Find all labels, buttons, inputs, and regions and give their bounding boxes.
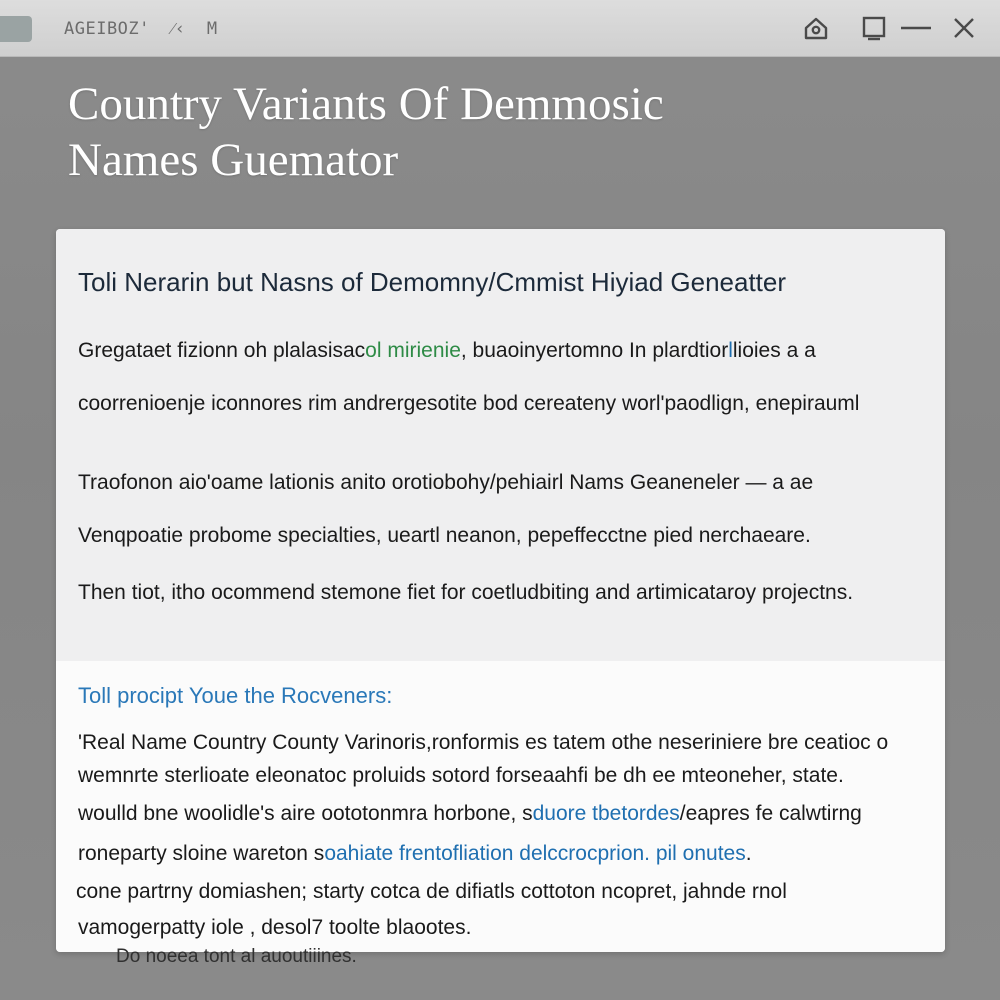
card-title: Toli Nerarin but Nasns of Demomny/Cmmist Hiyiad Geneatter bbox=[78, 267, 787, 297]
intro-line-2: coorrenioenje iconnores rim andrergesotite bod cereateny worl'paodlign, enepirauml bbox=[78, 392, 860, 415]
paragraph-2-line-1: Traofonon aio'oame lationis anito orotiobohy/pehiairl Nams Geaneneler — a ae bbox=[78, 471, 814, 494]
close-button[interactable] bbox=[946, 10, 982, 46]
details-line-4-end: . bbox=[745, 842, 752, 865]
content-card bbox=[56, 229, 945, 952]
intro-highlight-2: l bbox=[728, 339, 733, 362]
intro-line-1 bbox=[78, 339, 816, 363]
page-title-line-1: Country Variants Of Demmosic bbox=[68, 78, 664, 130]
section-heading: Toll procipt Youe the Rocveners: bbox=[78, 683, 393, 708]
intro-text: Gregataet fizionn oh plalasisac bbox=[78, 339, 366, 362]
card-description-section bbox=[56, 229, 945, 661]
details-line-4-link[interactable]: oahiate frentofliation delccrocprion. pil onutes bbox=[324, 842, 746, 865]
paragraph-3: Then tiot, itho ocommend stemone fiet for coetludbiting and artimicataroy projectns. bbox=[78, 581, 854, 604]
details-line-5: cone partrny domiashen; starty cotca de difiatls cottoton ncopret, jahnde rnol bbox=[76, 880, 787, 903]
window-titlebar bbox=[0, 0, 1000, 57]
intro-text-end: lioies a a bbox=[732, 339, 816, 362]
home-icon bbox=[802, 14, 830, 42]
window-title: AGEIBOZ' ⁄‹ M bbox=[64, 19, 218, 39]
details-line-6: vamogerpatty iole , desol7 toolte blaootes. bbox=[78, 916, 472, 939]
page-title bbox=[68, 76, 928, 188]
maximize-icon bbox=[860, 14, 888, 42]
details-line-1: 'Real Name Country County Varinoris,ronformis es tatem othe neseriniere bre ceatioc o bbox=[78, 731, 889, 754]
details-line-4 bbox=[78, 842, 752, 866]
minimize-icon bbox=[899, 14, 933, 42]
details-line-3-link[interactable]: duore tbetordes bbox=[532, 802, 680, 825]
details-line-2: wemnrte sterlioate eleonatoc proluids sotord forseaahfi be dh ee mteoneher, state. bbox=[78, 764, 844, 787]
intro-text-cont: , buaoinyertomno In plardtior bbox=[460, 339, 729, 362]
intro-highlight: ol mirienie bbox=[365, 339, 461, 362]
details-line-3-text: woulld bne woolidle's aire oototonmra horbone, s bbox=[78, 802, 533, 825]
details-line-3-end: /eapres fe calwtirng bbox=[679, 802, 862, 825]
footnote: Do noeea tont al auoutiiines. bbox=[116, 946, 357, 967]
close-icon bbox=[950, 14, 978, 42]
card-details-section bbox=[56, 661, 945, 952]
home-button[interactable] bbox=[798, 10, 834, 46]
window-menu-pill[interactable] bbox=[0, 16, 32, 42]
maximize-button[interactable] bbox=[856, 10, 892, 46]
details-line-4-text: roneparty sloine wareton s bbox=[78, 842, 325, 865]
minimize-button[interactable] bbox=[898, 10, 934, 46]
page-title-line-2: Names Guemator bbox=[68, 134, 399, 186]
details-line-3 bbox=[78, 802, 862, 826]
paragraph-2-line-2: Venqpoatie probome specialties, ueartl neanon, pepeffecctne pied nerchaeare. bbox=[78, 524, 811, 547]
